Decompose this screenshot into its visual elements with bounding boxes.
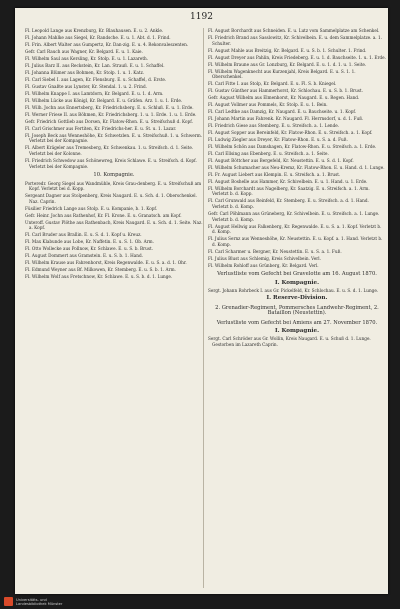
left-entry-list-2: [25, 181, 203, 280]
list-item: Fl. August Hellwig aus Falkenberg, Kr. Regenwalde. E. u. S. a. 1. Kopf. Verletzt b. d. Komp.: [208, 223, 382, 235]
list-item: Fl. Carl Scharmer u. Bergner, Kr. Neustettin. E. u. S. a. 1. Fuß.: [208, 248, 342, 254]
library-name-line1: Universitäts- und: [16, 597, 47, 602]
list-item: Fl. Gustav Günther aus Hammerhorst, Kr. Schlochau. E. u. S. b. 1. Brust.: [208, 88, 363, 94]
list-item: Gefr. Carl Pöhlmann aus Grüneberg, Kr. Schivelbein. E. u. Streifsch. a. 1. Lunge. Verletzt b. d. Komp.: [208, 211, 380, 222]
list-item: Fl. Leopold Lange aus Krenzburg, Kr. Blauhausen. E. u. 2. Ankle.: [25, 28, 164, 33]
list-item: Fl. August Vollmer aus Pommels, Kr. Stolp. E. u. 1. Bein.: [208, 102, 328, 108]
list-item: Fl. Wilhelm Braune aus Gr. Lonzburg, Kr. Belgard. E. u. 1. d. 1. u. 1. Seite.: [208, 61, 367, 67]
company-heading-2: I. Kompagnie.: [274, 328, 320, 335]
list-item: Fl. Otto Wollecke aus Pollnow, Kr. Schlawe. E. u. S. b. Brust.: [25, 246, 153, 252]
right-column: [208, 28, 386, 349]
list-item: Fl. Wilhelm Wagenknecht aus Kurzenjahl, Kreis Belgard. E. u. S. 1. 1. Oberschenkel.: [208, 68, 356, 80]
section-heading-kompagnie: 10. Kompagnie.: [93, 172, 135, 179]
list-item: Fl. August Sopper aus Bereinfeld, Kr. Flatow-Rhon. E. u. Streifsch. a. 1. Kopf.: [208, 129, 373, 135]
newspaper-page: [15, 8, 388, 594]
library-logo: [4, 597, 62, 606]
page-number: 1192: [190, 12, 213, 22]
list-item: Fl. Julius Sernz aus Wenneshöhe, Kr. Neustettin. E. u. Kopf. a. 1. Hand. Verletzt b. d. Komp.: [208, 236, 383, 247]
list-item: Fl. Friedrich Schwedow aus Schönewreg, Kreis Schlawe. E. u. Streifsch. d. Kopf. Verletzt bei der Kompagnie.: [25, 157, 197, 169]
list-item: Fl. Edmund Weyner aus Bf. Milkowen, Kr. Stemberg. E. u. S. b. 1. Arm.: [25, 267, 176, 273]
list-item: Fl. Johann Martin aus Fahrenk. Kr. Naugard. Fl. Herrnsdorf, u. d. 1. Fuß.: [208, 116, 364, 122]
list-item: Fl. Wilhelm Krause aus Fahrenhorst, Kreis Regenwalde. E. u. S. a. d. 1. Ohr.: [25, 260, 187, 266]
list-item: Fl. Carl Ledtke aus Damzig, Kr. Naugard. E. u. Bauchseite. u. 1. Kopf.: [208, 109, 357, 115]
list-item: Fl. Wilhelm Schön aus Damshagen, Kr. Flatow-Rhon. E. u. Streifsch. a. 1. Erde.: [208, 143, 377, 149]
right-entry-list: [208, 28, 386, 268]
list-item: Fl. Ludwig Ziegler aus Dreyer, Kr. Flatow-Rhon. E. u. S. a. d. Fuß.: [208, 136, 348, 142]
list-item: Fl. Wilhelm Schumacher aus Neu-Kremz, Kr. Flatow-Rhon. E. u. Hand. d. 1. Lunge.: [208, 164, 385, 170]
list-item: Fl. Johann Mahlke aus Siegel, Kr. Randsche. E. u. 1. Abt. d. 1. Frind.: [25, 34, 171, 40]
regiment-heading: 2. Grenadier-Regiment, Pommersches Landwehr-Regiment, 2. Bataillon (Neustettin).: [215, 304, 379, 317]
list-item: Fl. Julius Barz II. aus Reckstein, Kr. Lan. Strauß. E. u. 1. Schaffel.: [25, 62, 165, 68]
list-item: Fl. Wilhelm Knappe I. aus Lamtdorn, Kr. Belgard. E. u. 1. d. Arm.: [25, 90, 164, 96]
list-item: Fl. August Mahle aus Breitzig, Kr. Belgard. E. u. S. b. 1. Schulter. 1. Frind.: [208, 47, 367, 53]
list-item: Fl. Wilhelm Rohloff aus Grünberg, Kr. Belgard. Verl.: [208, 262, 319, 268]
list-item: Fl. August Dreyer aus Pahlin, Kreis Friedeberg. E. u. 1. d. Bauchseite. 1. u. 1. Erde.: [208, 54, 386, 60]
list-item: Porteredr. Georg Siegel aus Wandmühle, Kreis Grau-denberg. E. u. Streifschuß am Kopf. Verletzt bei d. Kopp.: [25, 180, 202, 192]
list-item: Fl. Carl Grunwald aus Reinfeld, Kr. Stemberg. E. u. Streifsch. a. d. 1. Hand. Verletzt b. d. Komp.: [208, 198, 369, 210]
list-item: Fl. Friedrich Giese aus Stemberg. E. u. Streifsch. a. 1. Lende.: [208, 123, 340, 128]
casualty-list-heading: Verlustliste vom Gefecht bei Gravelotte am 16. August 1870.: [217, 271, 377, 278]
list-item: Fl. Johanna Blümer aus Bohmen, Kr. Stolp. 1. u. 1. Katz.: [25, 69, 145, 75]
list-item: Fl. Max Klabunde aus Lobe, Kr. Naffetin. E. u. S. 1. Ob. Arm.: [25, 239, 154, 245]
list-item: Fl. Frin. Albert Walter aus Gumpertz, Kr. Dan-zig. E. u. 4. Rekonvaleszenten.: [25, 41, 189, 47]
list-item: Fl. Carl Fitte I. aus Stolp, Kr. Belgard. E. u. Fl. S. b. Kniegel.: [208, 81, 337, 87]
list-item: Fl. August Dommert aus Gramstein. E. u. S. b. 1. Hand.: [25, 253, 143, 259]
list-item: Fl. Wilhelm Lücke aus Königl, Kr. Belgard. E. u. Gräfen. Arz. 1. u. 1. Erde.: [25, 97, 183, 103]
list-item: Fl. August Boshelle aus Hammer, Kr. Schivelbein. E. u. 1. Hand. u. 1. Erde.: [208, 178, 368, 184]
list-item: Fl. Albert Krägeler aus Tremesberg, Kr. Schwenkau. 1. u. Streifsch. d. 1. Seite. Verletzt bei der Kolonne.: [25, 145, 194, 156]
list-item: Sergt. Carl Schröder aus Gr. Wollin, Kreis Naugard. E. u. Schuß d. 1. Lunge. Gestorben im Lazareth Caprin.: [208, 336, 371, 347]
list-item: Unteroff. Gustav Plöthe aus Rathenbach, Kreis Naugard. E. u. Sch. d. 1. Seite. Naz. a. Kopf.: [25, 219, 203, 231]
list-item: Fl. Werner Friese II. aus Böhmen, Kr. Friedrichsberg. 1. u. 1. Erde. 1. u. 1. Erde.: [25, 111, 197, 117]
list-item: Gefr. Friedrich Gottlieb aus Dorsen, Kr. Flatow-Rhon. E. u. Streifschuß d. Kopf.: [25, 118, 193, 124]
library-logo-text: [16, 598, 62, 606]
list-item: Fl. Gustav Gnaßte aus Lynster, Kr. Stendal. 1. u. 2. Frind.: [25, 83, 147, 89]
list-item: Gefr. August Wilhelm aus Elmenhorst, Kr. Naugard. E. u. Regen. Hand.: [208, 95, 360, 101]
list-item: Fl. Fr. August Liebert aus Klempin. E. u. Streifsch. a. 1. Brust.: [208, 171, 341, 177]
reserve-division-heading: I. Reserve-Division.: [266, 295, 328, 302]
casualty-list-heading-2: Verlustliste vom Gefecht bei Amiens am 27. November 1870.: [216, 319, 378, 326]
list-item: Sergt. Johann Rohrbeck I. aus Gr. Pickelfeld, Kr. Schlochau. E. u. S. d. 1. Lunge.: [208, 287, 379, 293]
company-heading-1: I. Kompagnie.: [274, 279, 320, 286]
left-entry-list: [25, 28, 203, 169]
list-item: Fl. Carl Siebel I. aus Lagen, Kr. Flensburg. E. u. Schaffel, d. Erste.: [25, 76, 167, 82]
left-column: [25, 28, 203, 281]
list-item: Fl. Joseph Beck aus Wenneshöhe, Kr. Schwetzlen. E. u. Streifschuß. 1. u. Schwerm. Verletzt bei der Kompagnie.: [25, 132, 203, 144]
list-item: Fl. Carl Grischmer aus Fertiten, Kr. Friedrichs-her. E. u. St. u. 1. Lazar.: [25, 125, 177, 131]
column-divider: [203, 28, 204, 588]
list-item: Fl. Wilhelm Wolf aus Fretschnow, Kr. Schlawe. E. u. S. b. d. 1. Lunge.: [25, 274, 173, 280]
list-item: Fl. Wilhelm Borchardt aus Nagelberg, Kr. Saatzig. E. u. Streifsch. a. 1. Arm. Verletzt b. d. Kopp.: [208, 185, 370, 197]
library-logo-icon: [4, 597, 13, 606]
library-name-line2: Landesbibliothek Münster: [16, 601, 63, 606]
list-item: Sergeant Dagner aus Stolpenberg, Kreis Naugard. E. u. Sch. d. 1. Oberschenkel. Naz. Caprin.: [25, 193, 197, 204]
list-item: Fl. Julius Blust aus Schlemig, Kreis Schivelbein. Verl.: [208, 255, 321, 261]
list-item: Fl. Carl Bruder aus Brallin. E. u. S. d. 1. Kopf u. Kreuz.: [25, 232, 142, 238]
list-item: Fl. August Böttcher aus Bergefeld, Kr. Neustettin. E. u. S. d. 1. Kopf.: [208, 157, 354, 163]
list-item: Gefr. Heinr. Jochn aus Rathenhof, Kr. Fl. Krone. E. u. Granatsch. am Kopf.: [25, 212, 182, 218]
list-item: Fl. Friedrich Brand aus Sasslowitz, Kr. Schivelbein. E. u. dem Sammelplatze. a. 1. Schulter.: [208, 34, 382, 46]
list-item: Fl. Carl Ellsing aus Ebenberg. E. u. Streifsch. a. 1. Seite.: [208, 150, 329, 156]
list-item: Fl. Wilh. Jochn aus Ennertsberg, Kr. Friedrichsberg. E. u. Schluß. E. u. 1. Erde.: [25, 104, 194, 110]
list-item: Gefr. Carl Rauch aus Wagner, Kr. Belgard. E. u. 1. Kaie.: [25, 48, 143, 54]
list-item: Fl. August Borchardt aus Schneiden. E. u. Lutz vom Sammelplatze am Schenkel.: [208, 28, 380, 33]
list-item: Fl. Wilhelm Saul aus Kersling, Kr. Stolp. E. u. 1. Lazareth.: [25, 55, 149, 61]
list-item: Füsilier Friedrich Lange aus Stolp. E. u. Kompanie, b. 1. Kopf.: [25, 205, 158, 211]
right-entry-list-3: [208, 336, 386, 347]
